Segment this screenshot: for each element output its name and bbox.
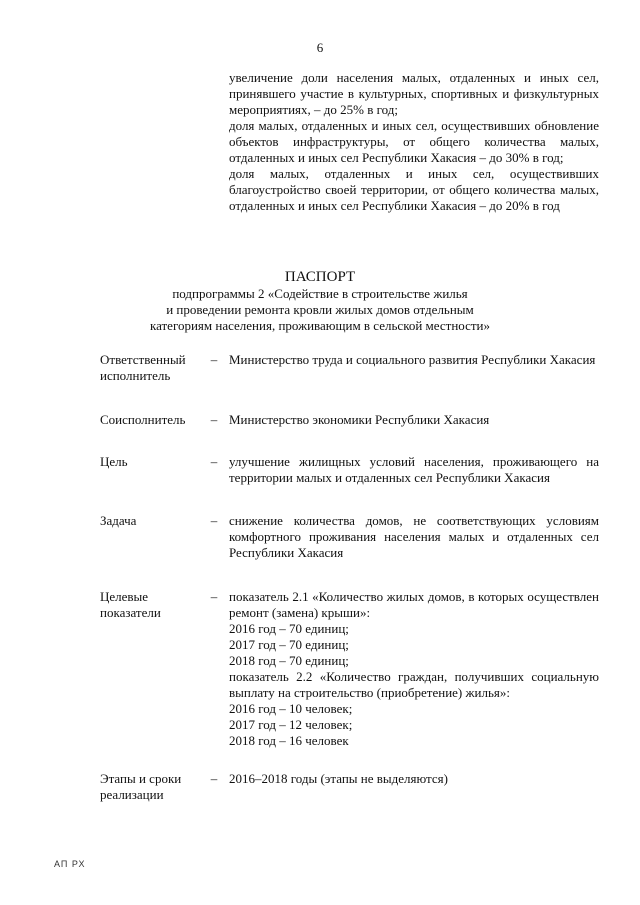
passport-subtitle-line: категориям населения, проживающим в сельской местности» xyxy=(149,318,491,333)
row-label: Задача xyxy=(100,513,137,528)
passport-heading xyxy=(0,268,640,334)
row-value-line: Министерство экономики Республики Хакасия xyxy=(229,412,490,427)
passport-subtitle-line: подпрограммы 2 «Содействие в строительстве жилья xyxy=(172,286,468,301)
page-number: 6 xyxy=(316,40,324,55)
row-value xyxy=(229,589,599,749)
row-value-line: показатель 2.1 «Количество жилых домов, в которых осуществлен ремонт (замена) крыши»: xyxy=(229,589,599,620)
intro-paragraph: доля малых, отдаленных и иных сел, осуществивших благоустройство своей территории, от общего количества малых, отдаленных и иных сел Республики Хакасия – до 20% в год xyxy=(229,166,599,213)
row-dash: – xyxy=(210,412,218,427)
intro-paragraph: увеличение доли населения малых, отдаленных и иных сел, принявшего участие в культурных, спортивных и физкультурных мероприятиях, – до 25% в год; xyxy=(229,70,599,117)
row-label: Ответственный исполнитель xyxy=(100,352,186,383)
row-value-line: показатель 2.2 «Количество граждан, получивших социальную выплату на строительство (приобретение) жилья»: xyxy=(229,669,599,700)
row-label: Целевые показатели xyxy=(100,589,161,620)
footer-mark: АП РХ xyxy=(54,859,86,869)
row-dash: – xyxy=(210,589,218,604)
row-value-line: Министерство труда и социального развития Республики Хакасия xyxy=(229,352,596,367)
row-value-line: 2017 год – 12 человек; xyxy=(229,717,353,732)
row-dash: – xyxy=(210,454,218,469)
row-value-line: 2016 год – 10 человек; xyxy=(229,701,353,716)
row-label: Соисполнитель xyxy=(100,412,186,427)
intro-text xyxy=(229,70,599,214)
row-value-line: 2018 год – 16 человек xyxy=(229,733,349,748)
row-value-line: 2018 год – 70 единиц; xyxy=(229,653,349,668)
row-value-line: 2016–2018 годы (этапы не выделяются) xyxy=(229,771,448,786)
row-value-line: 2016 год – 70 единиц; xyxy=(229,621,349,636)
row-value-line: снижение количества домов, не соответствующих условиям комфортного проживания населения малых и отдаленных сел Республики Хакасия xyxy=(229,513,599,560)
row-dash: – xyxy=(210,513,218,528)
row-value xyxy=(229,352,599,368)
passport-subtitle-line: и проведении ремонта кровли жилых домов отдельным xyxy=(166,302,474,317)
row-dash: – xyxy=(210,352,218,367)
intro-paragraph: доля малых, отдаленных и иных сел, осуществивших обновление объектов инфраструктуры, от общего количества малых, отдаленных и иных сел Республики Хакасия – до 30% в год; xyxy=(229,118,599,165)
passport-title: ПАСПОРТ xyxy=(284,269,356,285)
row-value xyxy=(229,412,599,428)
row-value xyxy=(229,513,599,561)
row-value-line: 2017 год – 70 единиц; xyxy=(229,637,349,652)
row-value xyxy=(229,454,599,486)
row-dash: – xyxy=(210,771,218,786)
row-label: Цель xyxy=(100,454,128,469)
row-value xyxy=(229,771,599,787)
row-value-line: улучшение жилищных условий населения, проживающего на территории малых и отдаленных сел Республики Хакасия xyxy=(229,454,599,485)
row-label: Этапы и сроки реализации xyxy=(100,771,182,802)
